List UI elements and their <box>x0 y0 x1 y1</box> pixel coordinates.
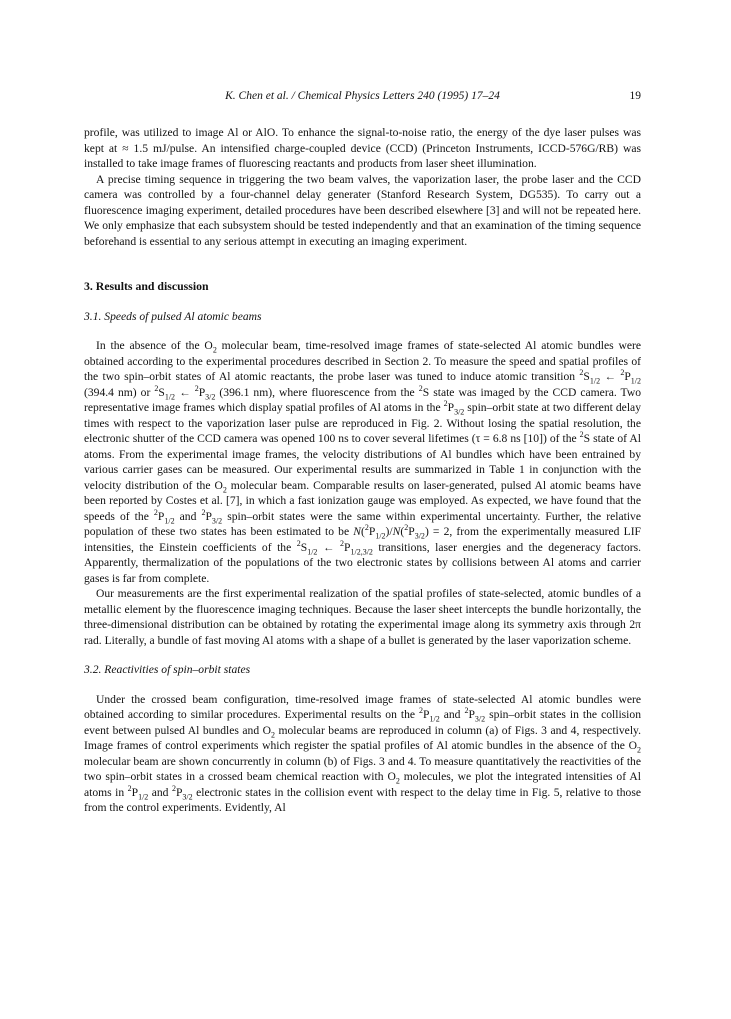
paragraph: In the absence of the $O_2$ molecular beam, time-resolved image frames of state-selected Al atomic bundles were obtained according to the experimental procedures described in Section 2. To measure the speed and spatial profiles of the two spin–orbit states of Al atomic reactants, the probe laser was tuned to induce atomic transition $^2S_{1/2}$ ← $^2P_{1/2}$ (394.4 nm) or $^2S_{1/2}$ ← $^2P_{3/2}$ (396.1 nm), where fluorescence from the $^2$S state was imaged by the CCD camera. Two representative image frames which display spatial profiles of Al atoms in the $^2P_{3/2}$ spin–orbit state at two different delay times with respect to the vaporization laser pulse are reproduced in Fig. 2. Without losing the spatial resolution, the electronic shutter of the CCD camera was opened 100 ns to cover several lifetimes (τ = 6.8 ns [10]) of the $^2$S state of Al atoms. From the experimental image frames, the velocity distributions of Al bundles which have been entrained by various carrier gases can be measured. Our experimental results are summarized in Table 1 in conjunction with the velocity distribution of the $O_2$ molecular beam. Comparable results on laser-generated, pulsed Al atomic beams have been reported by Costes et al. [7], in which a fast ionization gauge was employed. As expected, we have found that the speeds of the $^2P_{1/2}$ and $^2P_{3/2}$ spin–orbit states were the same within experimental uncertainty. Further, the relative population of these two states has been estimated to be $N(^2P_{1/2})/N(^2P_{3/2}) = 2$, from the experimentally measured LIF intensities, the Einstein coefficients of the $^2S_{1/2}$ ← $^2P_{1/2,3/2}$ transitions, laser energies and the degeneracy factors. Apparently, thermalization of the populations of the two electronic states by collisions between Al atoms and carrier gases is far from complete. <box>84 339 642 585</box>
section-heading: 3. Results and discussion <box>84 279 209 293</box>
running-title: K. Chen et al. / Chemical Physics Letters 240 (1995) 17–24 <box>225 90 500 102</box>
paragraph: Under the crossed beam configuration, time-resolved image frames of state-selected Al atomic bundles were obtained according to similar procedures. Experimental results on the $^2P_{1/2}$ and $^2P_{3/2}$ spin–orbit states in the collision event between pulsed Al bundles and $O_2$ molecular beams are reproduced in column (a) of Figs. 3 and 4, respectively. Image frames of control experiments which register the spatial profiles of Al atomic bundles in the absence of the $O_2$ molecular beam are shown concurrently in column (b) of Figs. 3 and 4. To measure quantitatively the reactivities of the two spin–orbit states in a crossed beam chemical reaction with $O_2$ molecules, we plot the integrated intensities of Al atoms in $^2P_{1/2}$ and $^2P_{3/2}$ electronic states in the collision event with respect to the delay time in Fig. 5, relative to those from the control experiments. Evidently, Al <box>84 692 641 814</box>
running-head <box>84 90 641 106</box>
paragraph: profile, was utilized to image Al or AlO. To enhance the signal-to-noise ratio, the energy of the dye laser pulses was kept at ≈ 1.5 mJ/pulse. An intensified charge-coupled device (CCD) (Princeton Instruments, ICCD-576G/RB) was installed to take image frames of fluorescing reactants and products from laser sheet illumination. <box>84 126 641 170</box>
paragraph: Our measurements are the first experimental realization of the spatial profiles of state-selected, atomic bundles of a metallic element by the fluorescence imaging techniques. Because the laser sheet intercepts the bundle horizontally, the three-dimensional distribution can be obtained by rotating the experimental image along its symmetry axis through 2π rad. Literally, a bundle of fast moving Al atoms with a shape of a bullet is generated by the laser vaporization scheme. <box>84 587 641 647</box>
page-number: 19 <box>629 90 641 102</box>
subsection-heading: 3.2. Reactivities of spin–orbit states <box>84 663 251 676</box>
article-body <box>84 125 641 816</box>
subsection-heading: 3.1. Speeds of pulsed Al atomic beams <box>84 309 262 323</box>
paragraph: A precise timing sequence in triggering the two beam valves, the vaporization laser, the probe laser and the CCD camera was controlled by a four-channel delay generater (Stanford Research System, DG535). To carry out a fluorescence imaging experiment, detailed procedures have been described elsewhere [3] and will not be repeated here. We only emphasize that each subsystem should be tested independently and that an examination of the timing sequence beforehand is essential to any serious attempt in executing an imaging experiment. <box>84 172 641 248</box>
